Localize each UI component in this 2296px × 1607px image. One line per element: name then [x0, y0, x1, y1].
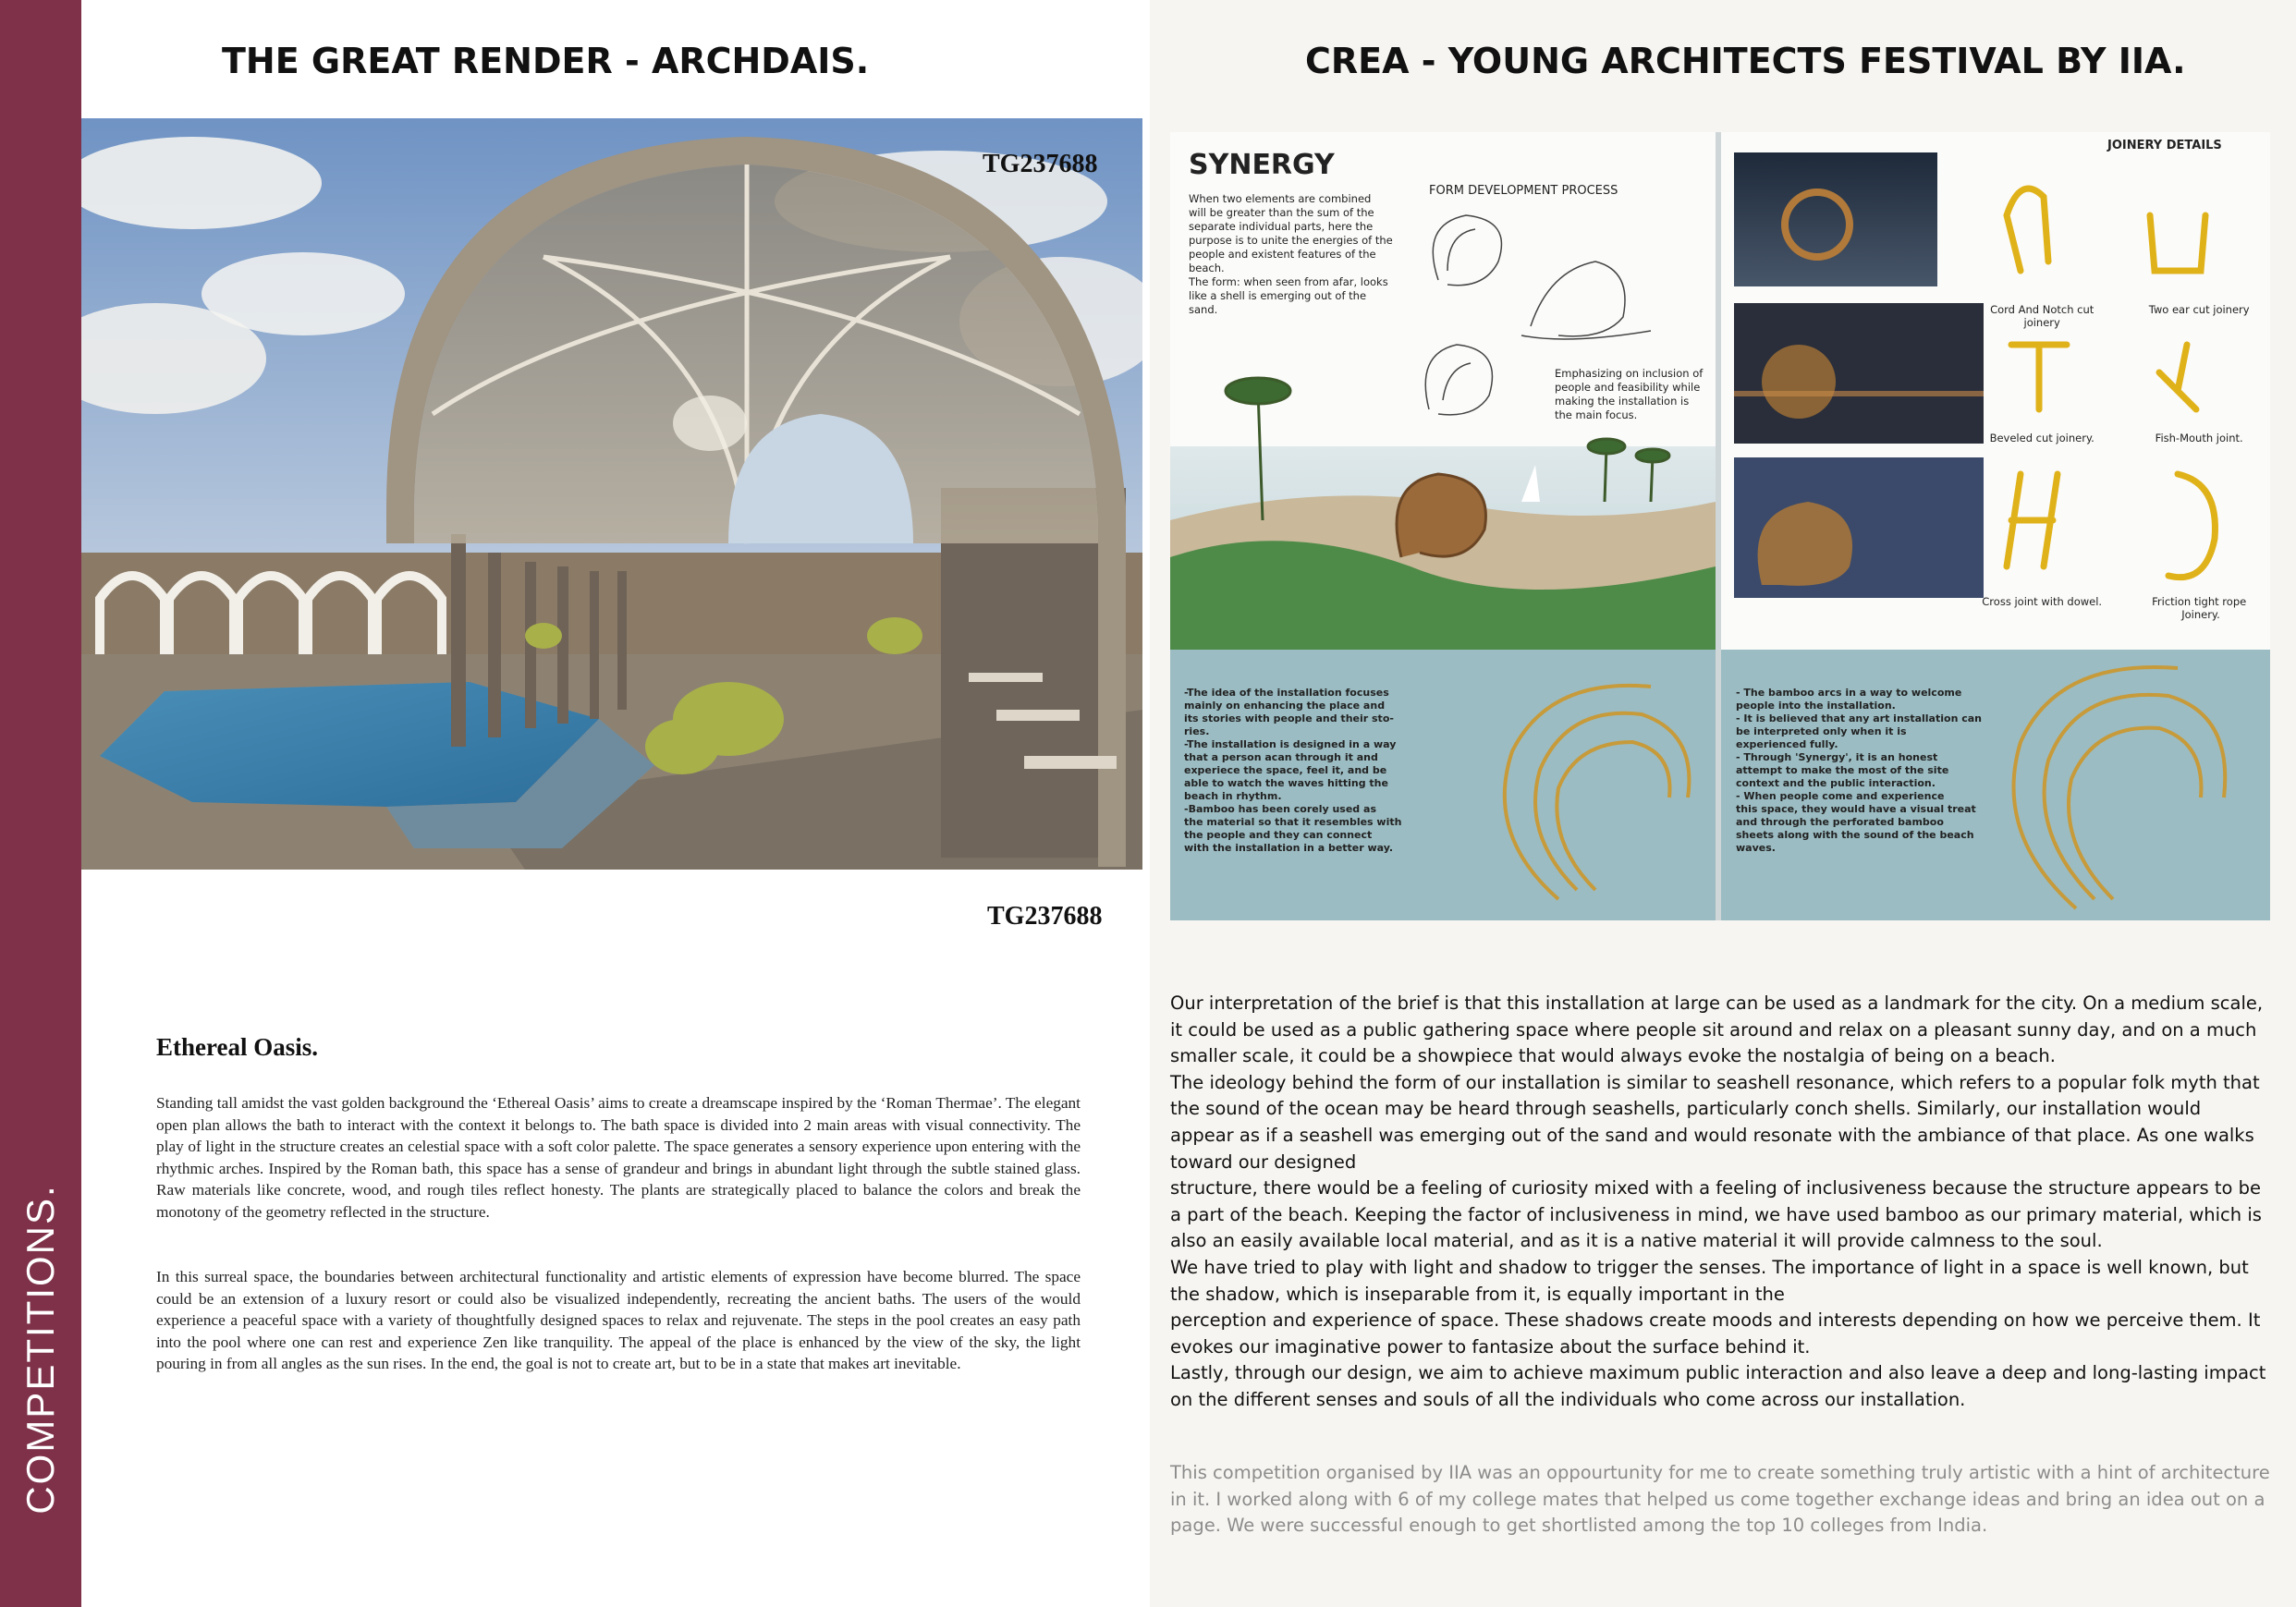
crea-description — [1170, 991, 2270, 1414]
pool — [100, 682, 599, 807]
joinery-label: Joinery. — [2181, 608, 2220, 621]
intro-line: beach. — [1189, 262, 1225, 274]
intro-line: When two elements are combined — [1189, 192, 1372, 205]
ethereal-oasis-render — [81, 118, 1142, 870]
right-bullet: be interpreted only when it is — [1736, 725, 1907, 737]
crea-paragraph: structure, there would be a feeling of curiosity mixed with a feeling of inclusiveness because the structure appears to be a part of the beach. Keeping the factor of inclusiveness in mind, we have used bamboo as our primary material, which is also an easily available local material, and as it is a native material it will provide calmness to the soul. — [1170, 1177, 2262, 1252]
emphasis-line: people and feasibility while — [1555, 381, 1701, 394]
left-bullet: its stories with people and their sto- — [1184, 712, 1394, 724]
poster-title: SYNERGY — [1189, 149, 1335, 181]
joinery-label: Fish-Mouth joint. — [2155, 432, 2243, 444]
dusk-render-horizon — [1734, 391, 1984, 396]
joinery-label: joinery — [2023, 316, 2060, 329]
synergy-poster — [1170, 132, 2270, 920]
svg-text:- The bamboo arcs in a way to — [1736, 687, 1985, 854]
crea-paragraph: Our interpretation of the brief is that this installation at large can be used as a landmark for the city. On a medium scale, it could be used as a public gathering space where people sit around and relax on a pleasant sunny day, and on a much smaller scale, it could be a showpiece that would always evoke the nostalgia of being on a beach. — [1170, 992, 2264, 1067]
right-bullet: sheets along with the sound of the beach — [1736, 829, 1974, 841]
right-bullet: experienced fully. — [1736, 738, 1838, 750]
intro-line: sand. — [1189, 303, 1218, 316]
dusk-render-shell — [1762, 345, 1836, 419]
side-band — [0, 0, 81, 1607]
joinery-label: Beveled cut joinery. — [1989, 432, 2094, 444]
right-bullet: - The bamboo arcs in a way to welcome — [1736, 687, 1962, 699]
left-bullet: -Bamboo has been corely used as — [1184, 803, 1376, 815]
right-bullet: waves. — [1736, 842, 1776, 854]
intro-line: people and existent features of the — [1189, 248, 1376, 261]
poster-divider — [1716, 132, 1721, 920]
joinery-label: Cross joint with dowel. — [1982, 595, 2103, 608]
render-code-top: TG237688 — [983, 150, 1098, 178]
intro-line: will be greater than the sum of the — [1189, 206, 1374, 219]
joinery-title: JOINERY DETAILS — [2107, 139, 2222, 152]
joinery-label: Friction tight rope — [2152, 595, 2247, 608]
cloud — [202, 252, 405, 335]
emphasis-line: making the installation is — [1555, 395, 1690, 408]
competition-note: This competition organised by IIA was an oppourtunity for me to create something truly artistic with a hint of architecture in it. I worked along with 6 of my college mates that helped us come together exchange ideas and bring an idea out on a page. We were successful enough to get shortlisted among the top 10 colleges from India. — [1170, 1462, 2270, 1537]
night-render — [1734, 152, 1937, 286]
sun-glow — [673, 396, 747, 451]
intro-line: The form: when seen from afar, looks — [1189, 275, 1388, 288]
svg-text:-The idea of the installation — [1184, 687, 1405, 854]
left-bullet: ries. — [1184, 725, 1210, 737]
left-bullet: able to watch the waves hitting the — [1184, 777, 1388, 789]
svg-text:When two elements are combined — [1188, 192, 1396, 316]
left-bullet: -The installation is designed in a way — [1184, 738, 1397, 750]
emphasis-line: the main focus. — [1555, 408, 1638, 421]
right-bullet: and through the perforated bamboo — [1736, 816, 1944, 828]
right-bullet: people into the installation. — [1736, 700, 1896, 712]
description-paragraph: Standing tall amidst the vast golden background the ‘Ethereal Oasis’ aims to create a dreamscape inspired by the ‘Roman Thermae’. The elegant open plan allows the bath to interact with the context it belongs to. The bath space is divided into 2 main areas with visual connectivity. The play of light in the structure creates an celestial space with a soft color palette. The space generates a sensory experience upon entering with the rhythmic arches. Inspired by the Roman bath, this space has a sense of grandeur and brings in abundant light through the subtle stained glass. Raw materials like concrete, wood, and rough tiles reflect honesty. The plants are strategically placed to balance the colors and break the monotony of the geometry reflected in the structure. — [156, 1094, 1081, 1221]
crea-paragraph: perception and experience of space. These shadows create moods and interests depending on how we perceive them. It evokes our imaginative power to fantasize about the surface behind it. — [1170, 1309, 2261, 1357]
side-label: COMPETITIONS. — [18, 1184, 62, 1515]
right-bullet: - Through 'Synergy', it is an honest — [1736, 751, 1938, 763]
left-bullet: mainly on enhancing the place and — [1184, 700, 1386, 712]
left-bullet: the people and they can connect — [1184, 829, 1373, 841]
shell-installation-small — [1397, 474, 1485, 557]
left-bullet: that a person acan through it and — [1184, 751, 1378, 763]
right-heading: CREA - YOUNG ARCHITECTS FESTIVAL BY IIA. — [1305, 41, 2186, 81]
form-development-label: FORM DEVELOPMENT PROCESS — [1429, 184, 1618, 198]
crea-paragraph: We have tried to play with light and shadow to trigger the senses. The importance of light in a space is well known, but the shadow, which is inseparable from it, is equally important in the — [1170, 1256, 2249, 1305]
right-bullet: - When people come and experience — [1736, 790, 1945, 802]
intro-line: purpose is to unite the energies of the — [1189, 234, 1393, 247]
left-bullet: experiece the space, feel it, and be — [1184, 764, 1387, 776]
emphasis-line: Emphasizing on inclusion of — [1555, 367, 1704, 380]
joinery-label: Two ear cut joinery — [2148, 303, 2250, 316]
left-bullet: -The idea of the installation focuses — [1184, 687, 1389, 699]
intro-line: separate individual parts, here the — [1189, 220, 1374, 233]
joinery-label: Cord And Notch cut — [1990, 303, 2094, 316]
intro-line: like a shell is emerging out of the — [1189, 289, 1367, 302]
crea-paragraph: Lastly, through our design, we aim to achieve maximum public interaction and also leave a deep and long-lasting impact on the different senses and souls of all the individuals who come across our installation. — [1170, 1362, 2266, 1410]
right-bullet: context and the public interaction. — [1736, 777, 1936, 789]
description-paragraph: In this surreal space, the boundaries between architectural functionality and artistic elements of expression have become blurred. The space could be an extension of a luxury resort or could also be visualized independently, recreating the ancient baths. The users of the would experience a peaceful space with a variety of thoughtfully designed spaces to relax and rejuvenate. The steps in the pool creates an easy path into the pool where one can rest and experience Zen like tranquility. The appeal of the place is enhanced by the view of the sky, the light pouring in from all angles as the sun rises. In the end, the goal is not to create art, but to be in a state that makes art inevitable. — [156, 1268, 1081, 1372]
left-bullet: with the installation in a better way. — [1184, 842, 1394, 854]
right-bullet: this space, they would have a visual treat — [1736, 803, 1976, 815]
left-bullet: beach in rhythm. — [1184, 790, 1282, 802]
project-title: Ethereal Oasis. — [156, 1033, 318, 1061]
render-code-bottom: TG237688 — [987, 902, 1103, 931]
left-heading: THE GREAT RENDER - ARCHDAIS. — [222, 41, 870, 81]
crea-paragraph: The ideology behind the form of our installation is similar to seashell resonance, which refers to a popular folk myth that the sound of the ocean may be heard through seashells, particularly conch shells. Similarly, our installation would appear as if a seashell was emerging out of the sand and would resonate with the ambiance of that place. As one walks toward our designed — [1170, 1071, 2260, 1173]
left-bullet: the material so that it resembles with — [1184, 816, 1402, 828]
right-bullet: attempt to make the most of the site — [1736, 764, 1949, 776]
right-bullet: - It is believed that any art installation can — [1736, 712, 1982, 724]
